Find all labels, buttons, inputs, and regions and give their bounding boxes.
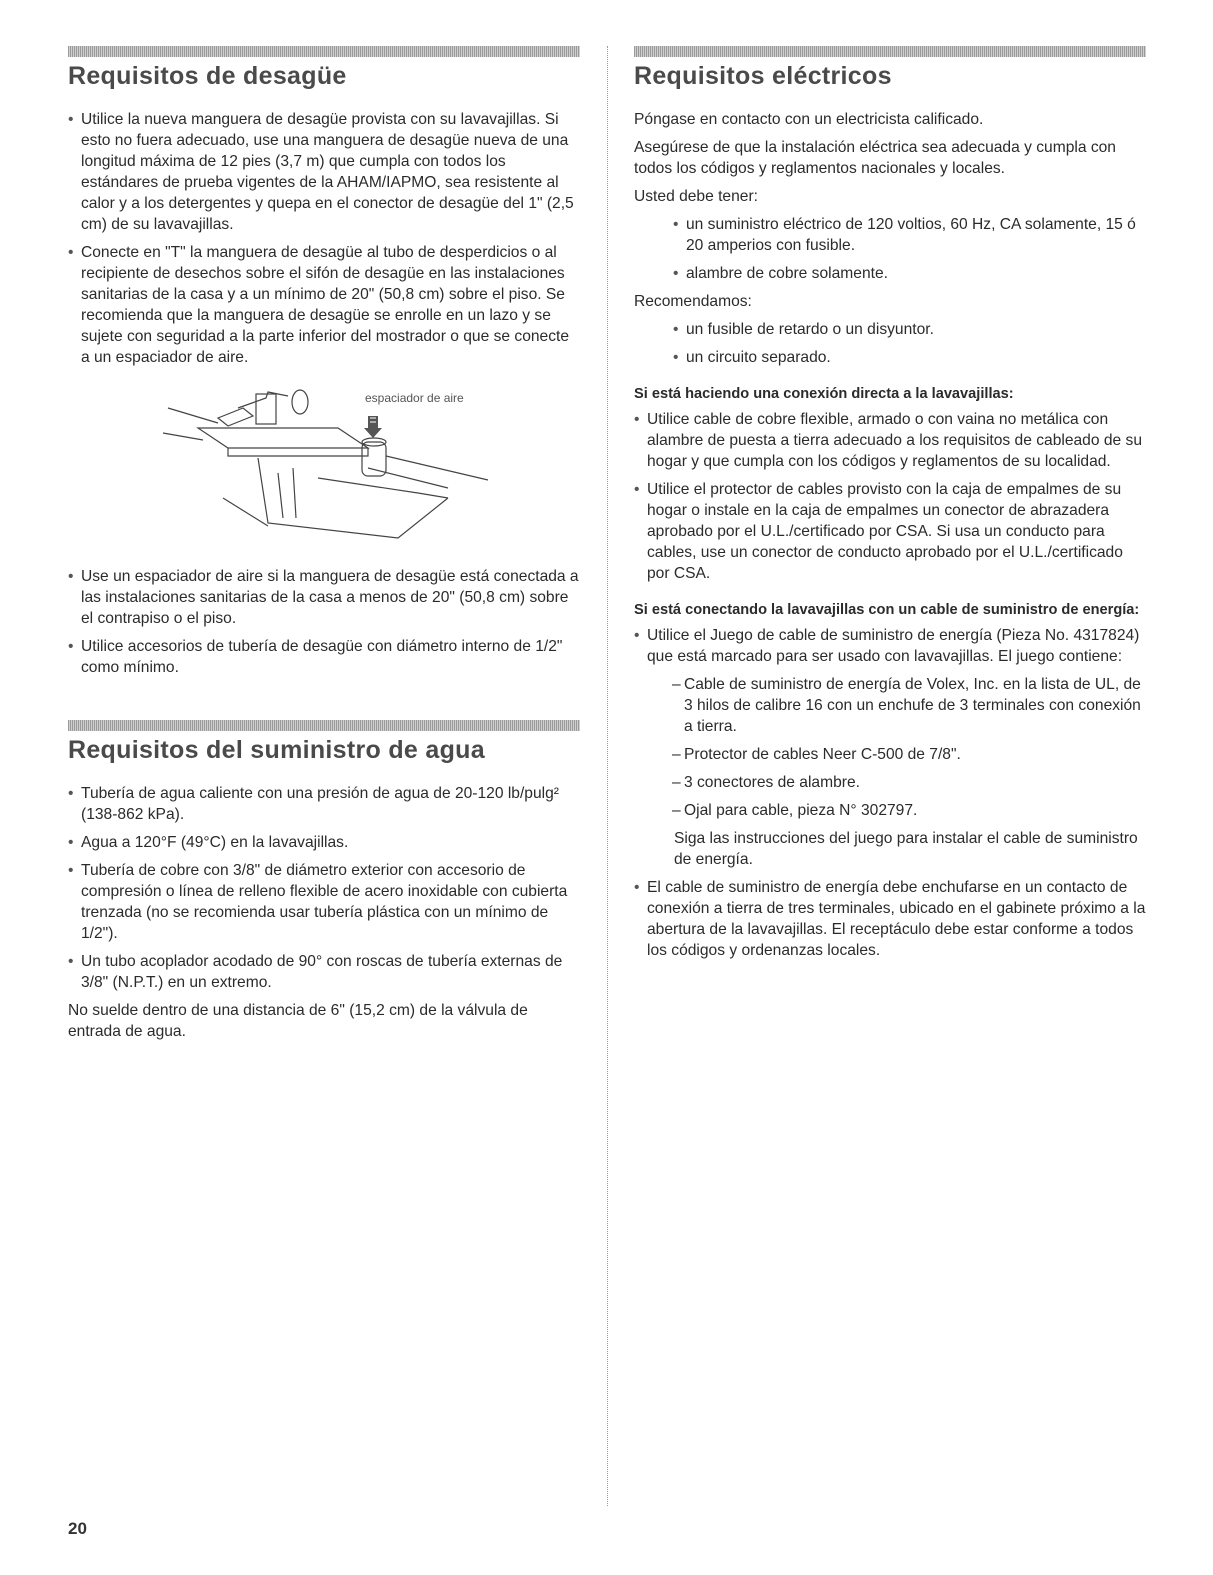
kit-note: Siga las instrucciones del juego para instalar el cable de suministro de energía. — [674, 830, 1138, 868]
must-item: • alambre de cobre solamente. — [634, 263, 1146, 284]
electrical-intro: Asegúrese de que la instalación eléctrica sea adecuada y cumpla con todos los códigos y reglamentos nacionales y locales. — [634, 139, 1116, 177]
left-column — [68, 46, 580, 1049]
air-gap-figure — [68, 378, 580, 558]
drain-bullet: • Utilice accesorios de tubería de desagüe con diámetro interno de 1/2" como mínimo. — [68, 636, 580, 678]
kit-item: – Protector de cables Neer C-500 de 7/8". — [634, 744, 1146, 765]
drain-title: Requisitos de desagüe — [68, 62, 347, 90]
electrical-intro: Póngase en contacto con un electricista calificado. — [634, 111, 984, 128]
kit-item: – Ojal para cable, pieza N° 302797. — [634, 800, 1146, 821]
water-bullet: • Tubería de cobre con 3/8" de diámetro exterior con accesorio de compresión o línea de relleno flexible de acero inoxidable con cubierta trenzada (no se recomienda usar tubería plástica con un mínimo de 1/2"). — [68, 860, 580, 944]
air-gap-label: espaciador de aire — [365, 391, 464, 405]
water-section — [68, 783, 580, 1042]
sink-illustration — [68, 378, 580, 558]
drain-bullet: • Utilice la nueva manguera de desagüe provista con su lavavajillas. Si esto no fuera adecuado, use una manguera de desagüe nueva de una longitud máxima de 12 pies (3,7 m) que cumpla con todos los estándares de prueba vigentes de la AHAM/IAPMO, sea resistente al calor y a los detergentes y quepa en el conector de desagüe del 1" (2,5 cm) de su lavavajillas. — [68, 109, 580, 235]
electrical-title: Requisitos eléctricos — [634, 62, 892, 90]
direct-item: • Utilice cable de cobre flexible, armado o con vaina no metálica con alambre de puesta a tierra adecuado a los requisitos de cableado de su hogar y que cumpla con los códigos y reglamentos de su localidad. — [634, 409, 1146, 472]
column-divider — [607, 46, 608, 1506]
kit-item: – Cable de suministro de energía de Volex, Inc. en la lista de UL, de 3 hilos de calibre 16 con un enchufe de 3 terminales con conexión a tierra. — [634, 674, 1146, 737]
power-cord-heading: Si está conectando la lavavajillas con un cable de suministro de energía: — [634, 602, 1140, 618]
water-title: Requisitos del suministro de agua — [68, 736, 485, 764]
outlet-item: • El cable de suministro de energía debe enchufarse en un contacto de conexión a tierra de tres terminales, ubicado en el gabinete próximo a la abertura de la lavavajillas. El receptáculo debe estar conforme a todos los códigos y ordenanzas locales. — [634, 877, 1146, 961]
must-item: • un suministro eléctrico de 120 voltios, 60 Hz, CA solamente, 15 ó 20 amperios con fusible. — [634, 214, 1146, 256]
cord-item: • Utilice el Juego de cable de suministro de energía (Pieza No. 4317824) que está marcado para ser usado con lavavajillas. El juego contiene: — [634, 625, 1146, 667]
must-label: Usted debe tener: — [634, 188, 758, 205]
recommend-item: • un circuito separado. — [634, 347, 1146, 368]
direct-connection-heading: Si está haciendo una conexión directa a la lavavajillas: — [634, 386, 1014, 402]
section-header-bar — [68, 46, 580, 57]
section-header-bar — [68, 720, 580, 731]
water-note: No suelde dentro de una distancia de 6" (15,2 cm) de la válvula de entrada de agua. — [68, 1002, 528, 1040]
water-bullet: • Un tubo acoplador acodado de 90° con roscas de tubería externas de 3/8" (N.P.T.) en un extremo. — [68, 951, 580, 993]
right-column — [634, 46, 1146, 968]
section-header-bar — [634, 46, 1146, 57]
water-bullet: • Tubería de agua caliente con una presión de agua de 20-120 lb/pulg² (138-862 kPa). — [68, 783, 580, 825]
drain-bullet: • Use un espaciador de aire si la manguera de desagüe está conectada a las instalaciones sanitarias de la casa a menos de 20" (50,8 cm) sobre el contrapiso o el piso. — [68, 566, 580, 629]
kit-item: – 3 conectores de alambre. — [634, 772, 1146, 793]
electrical-section — [634, 109, 1146, 961]
recommend-label: Recomendamos: — [634, 293, 752, 310]
drain-bullet: • Conecte en "T" la manguera de desagüe al tubo de desperdicios o al recipiente de desechos sobre el sifón de desagüe en las instalaciones sanitarias de la casa y a un mínimo de 20" (50,8 cm) sobre el piso. Se recomienda que la manguera de desagüe se enrolle en un lazo y se sujete con seguridad a la parte inferior del mostrador o que se conecte a un espaciador de aire. — [68, 242, 580, 368]
water-bullet: • Agua a 120°F (49°C) en la lavavajillas. — [68, 832, 580, 853]
direct-item: • Utilice el protector de cables provisto con la caja de empalmes de su hogar o instale en la caja de empalmes un conector de abrazadera aprobado por el U.L./certificado por CSA. Si usa un conducto para cables, use un conector de conducto aprobado por el U.L./certificado por CSA. — [634, 479, 1146, 584]
page-number: 20 — [68, 1519, 87, 1538]
recommend-item: • un fusible de retardo o un disyuntor. — [634, 319, 1146, 340]
drain-section — [68, 109, 580, 678]
